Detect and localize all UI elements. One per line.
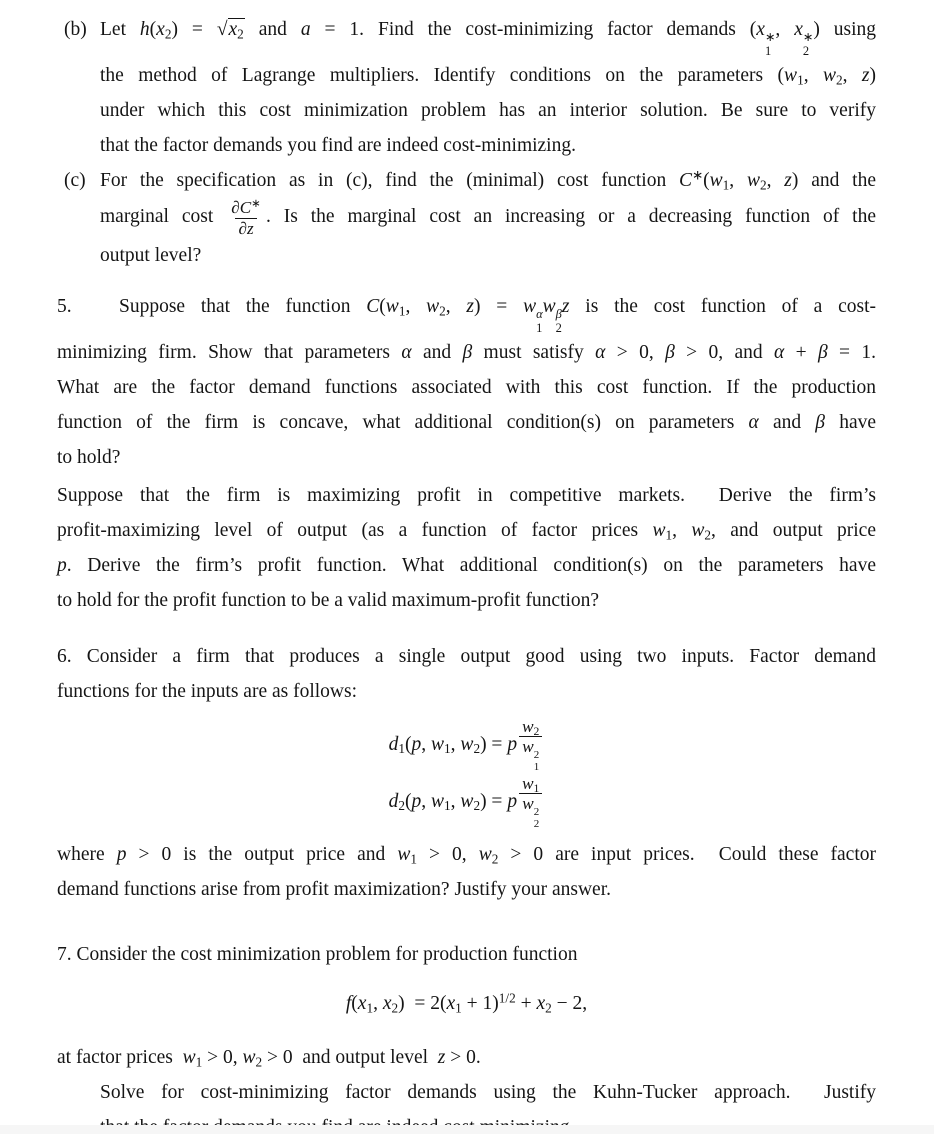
item-body-b xyxy=(100,12,876,163)
text-line: demand functions arise from profit maximization? Justify your answer. xyxy=(57,878,611,900)
text-line: For the specification as in (c), find the (minimal) cost function $C^∗(w_1$, $w_2$, z) and the xyxy=(100,167,876,193)
text-line: What are the factor demand functions associated with this cost function. If the production xyxy=(57,377,876,399)
text-line: where p > 0 is the output price and $w_1 > 0$, $w_2 > 0$ are input prices. Could these factor xyxy=(57,843,876,866)
text-line: the method of Lagrange multipliers. Identify conditions on the parameters ($w_1$, $w_2$, z) xyxy=(100,65,877,88)
text-line: minimizing firm. Show that parameters α and β must satisfy α > 0, β > 0, and α + β = 1. xyxy=(57,342,877,364)
text-line: under which this cost minimization problem has an interior solution. Be sure to verify xyxy=(100,100,876,122)
text-line: 5. Suppose that the function $C(w_1$, $w_2$, z) = w α 1 w β 2 z is the cost function of a cost- xyxy=(57,295,877,335)
problem-item-c xyxy=(57,163,876,272)
text-block xyxy=(0,12,934,1134)
problem-6-intro xyxy=(57,639,876,709)
equation-production-function xyxy=(57,982,876,1026)
text-line: Suppose that the firm is maximizing profit in competitive markets. Derive the firm’s xyxy=(57,485,876,507)
text-line: output level? xyxy=(100,244,202,266)
equation-f: $f(x_1$, $x_2) = 2(x_1 + 1)^{1/2} + x_2 - 2$, xyxy=(345,989,588,1015)
text-line: Solve for cost-minimizing factor demands using the Kuhn-Tucker approach. Justify xyxy=(100,1081,876,1103)
text-line: function of the firm is concave, what additional condition(s) on parameters α and β have xyxy=(57,412,877,434)
item-label-b: (b) xyxy=(64,19,87,40)
page-bottom-edge xyxy=(0,1125,934,1134)
text-line: at factor prices $w_1 > 0$, $w_2 > 0$ and output level z > 0. xyxy=(57,1046,481,1069)
text-line: functions for the inputs are as follows: xyxy=(57,681,358,703)
item-body-c xyxy=(100,163,876,272)
problem-7-intro xyxy=(57,937,876,972)
text-line: to hold for the profit function to be a valid maximum-profit function? xyxy=(57,590,600,612)
text-line: to hold? xyxy=(57,447,121,469)
text-line: p. Derive the firm’s profit function. What additional condition(s) on the parameters have xyxy=(57,555,876,577)
problem-5-paragraph-1 xyxy=(57,289,876,475)
equation-block-factor-demands xyxy=(57,717,876,830)
problem-7-factor-prices xyxy=(57,1040,876,1075)
text-line-with-fraction: marginal cost $\frac{\partial C^∗}{\partial z}$ . Is the marginal cost an increasing or a decreasing function of the xyxy=(100,197,876,238)
equation-d2: $d_2(p$, $w_1$, $w_2) = p$ $w_1$ w 2 2 xyxy=(57,774,876,831)
text-line: 6. Consider a firm that produces a single output good using two inputs. Factor demand xyxy=(57,646,876,668)
text-line: that the factor demands you find are indeed cost-minimizing. xyxy=(100,135,576,157)
text-line: Let $h(x_2) = √x_2$ and a = 1. Find the cost-minimizing factor demands (x ∗ 1 , x ∗ 2 ) using xyxy=(100,19,877,58)
item-label-c: (c) xyxy=(64,170,86,192)
equation-d1: $d_1(p$, $w_1$, $w_2) = p$ $w_2$ w 2 1 xyxy=(57,717,876,774)
problem-item-b xyxy=(57,12,876,163)
text-line: profit-maximizing level of output (as a function of factor prices $w_1$, $w_2$, and output price xyxy=(57,520,876,543)
problem-5-paragraph-2 xyxy=(57,478,876,618)
problem-6-outro xyxy=(57,837,876,907)
text-line: 7. Consider the cost minimization problem for production function xyxy=(57,943,578,965)
